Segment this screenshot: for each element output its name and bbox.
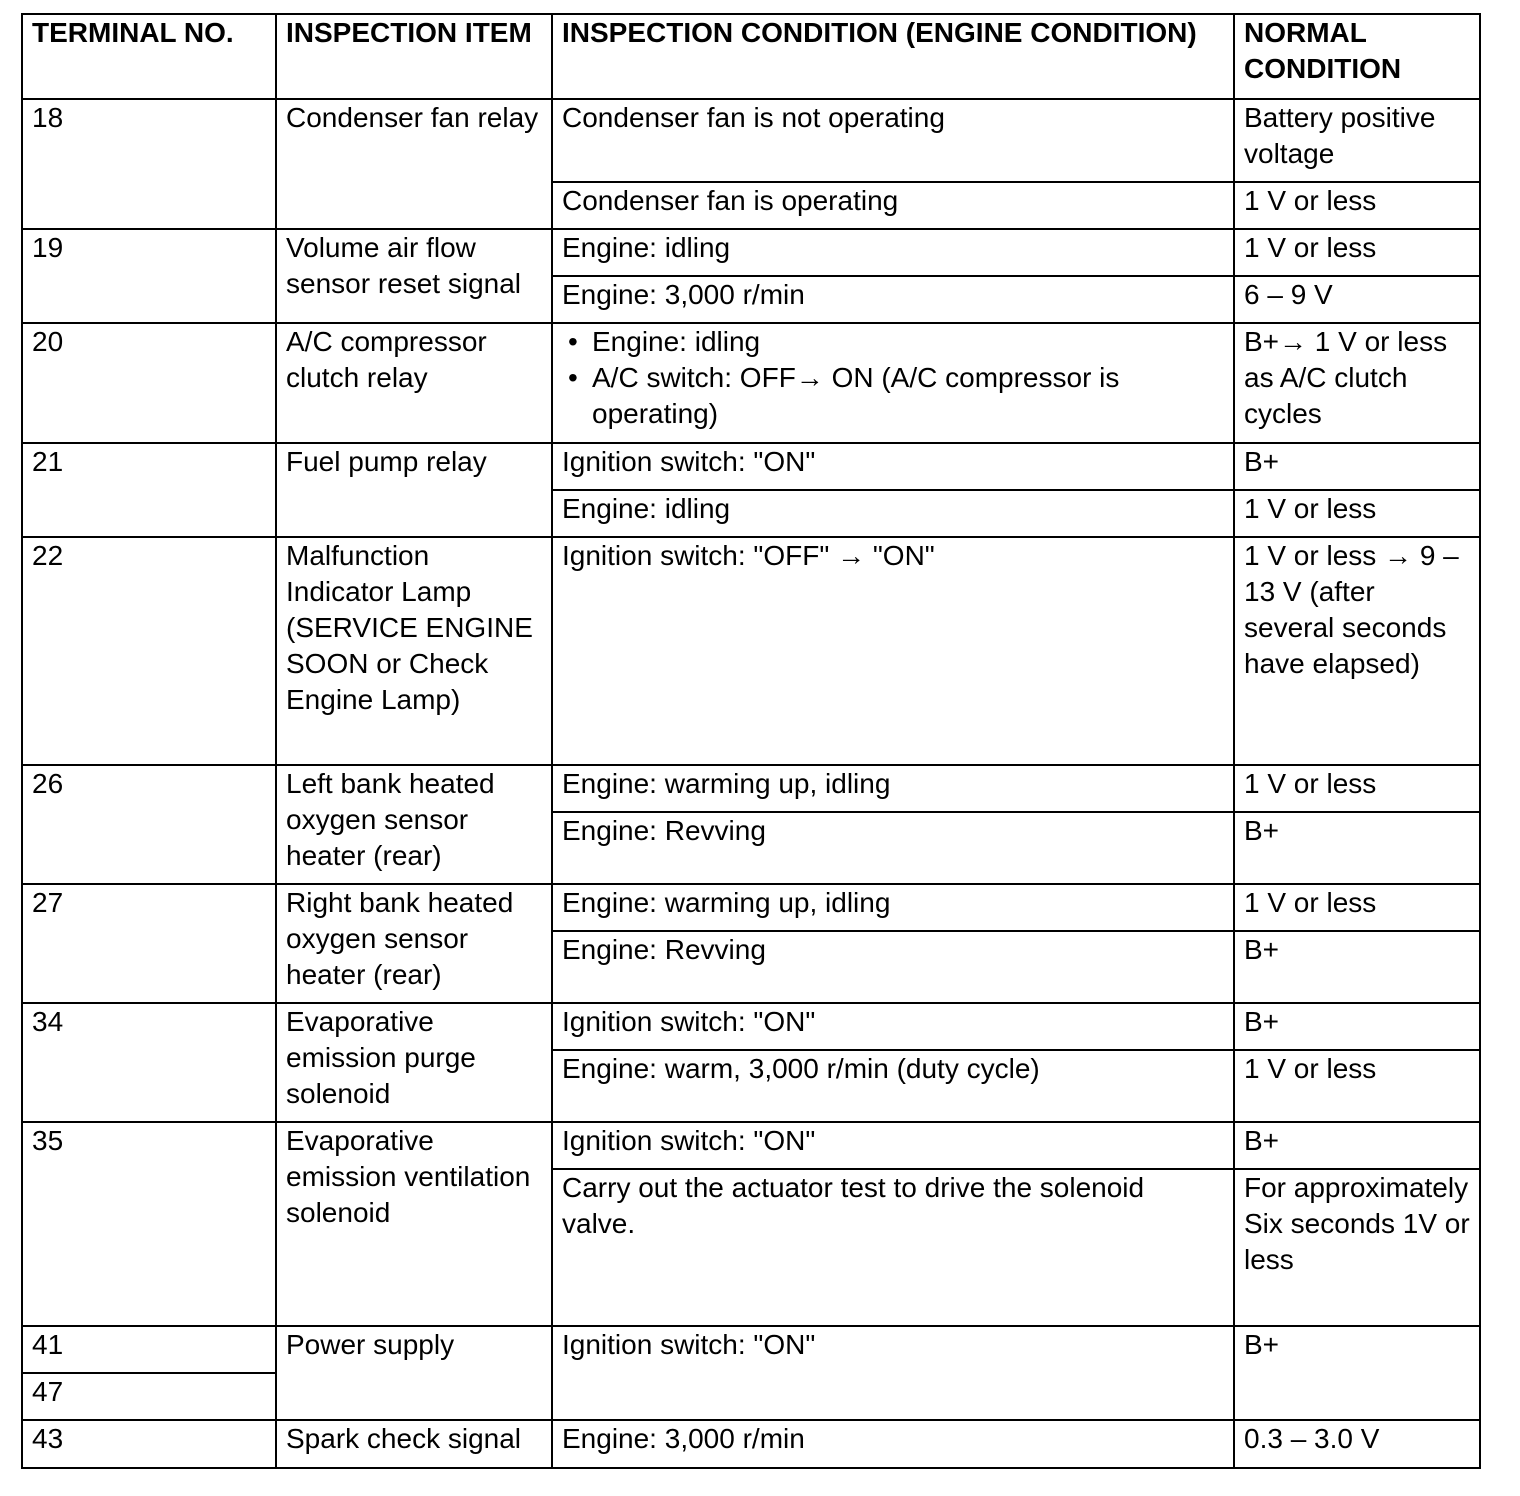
- normal-cell: B+: [1234, 1326, 1480, 1420]
- table-row: [22, 765, 1480, 812]
- normal-cell: 1 V or less → 9 – 13 V (after several seconds have elapsed): [1234, 537, 1480, 765]
- table-row: [22, 229, 1480, 276]
- condition-cell: Engine: warm, 3,000 r/min (duty cycle): [552, 1050, 1234, 1122]
- terminal-cell: 18: [22, 99, 276, 229]
- terminal-cell: 35: [22, 1122, 276, 1326]
- terminal-cell: 41: [22, 1326, 276, 1373]
- table-row: [22, 1326, 1480, 1373]
- normal-cell: 0.3 – 3.0 V: [1234, 1420, 1480, 1468]
- table-row: [22, 1122, 1480, 1169]
- terminal-cell: 20: [22, 323, 276, 443]
- condition-bullet: • Engine: idling: [592, 324, 1225, 360]
- header-terminal: TERMINAL NO.: [22, 14, 276, 99]
- normal-cell: Battery positive voltage: [1234, 99, 1480, 182]
- condition-cell: Ignition switch: "ON": [552, 1326, 1234, 1420]
- normal-cell: B+: [1234, 1122, 1480, 1169]
- terminal-cell: 22: [22, 537, 276, 765]
- normal-cell: 1 V or less: [1234, 229, 1480, 276]
- item-cell: Fuel pump relay: [276, 443, 552, 537]
- terminal-cell: 43: [22, 1420, 276, 1468]
- inspection-table: [21, 13, 1481, 1469]
- condition-cell: Engine: Revving: [552, 812, 1234, 884]
- normal-cell: For approximately Six seconds 1V or less: [1234, 1169, 1480, 1326]
- condition-cell: Ignition switch: "OFF" → "ON": [552, 537, 1234, 765]
- condition-bullet: • A/C switch: OFF→ ON (A/C compressor is operating): [592, 360, 1225, 432]
- terminal-cell: 47: [22, 1373, 276, 1420]
- terminal-cell: 27: [22, 884, 276, 1003]
- terminal-cell: 26: [22, 765, 276, 884]
- item-cell: Evaporative emission ventilation solenoid: [276, 1122, 552, 1326]
- condition-cell: Condenser fan is operating: [552, 182, 1234, 229]
- condition-cell: Engine: 3,000 r/min: [552, 1420, 1234, 1468]
- normal-cell: 1 V or less: [1234, 884, 1480, 931]
- condition-cell: [552, 323, 1234, 443]
- normal-cell: B+→ 1 V or less as A/C clutch cycles: [1234, 323, 1480, 443]
- item-cell: Evaporative emission purge solenoid: [276, 1003, 552, 1122]
- condition-cell: Engine: warming up, idling: [552, 884, 1234, 931]
- item-cell: Condenser fan relay: [276, 99, 552, 229]
- terminal-cell: 21: [22, 443, 276, 537]
- normal-cell: 1 V or less: [1234, 490, 1480, 537]
- table-row: [22, 537, 1480, 765]
- header-normal: NORMAL CONDITION: [1234, 14, 1480, 99]
- condition-cell: Carry out the actuator test to drive the solenoid valve.: [552, 1169, 1234, 1326]
- normal-cell: B+: [1234, 443, 1480, 490]
- table-row: [22, 1420, 1480, 1468]
- condition-cell: Ignition switch: "ON": [552, 1003, 1234, 1050]
- item-cell: Power supply: [276, 1326, 552, 1420]
- normal-cell: 1 V or less: [1234, 1050, 1480, 1122]
- condition-cell: Engine: idling: [552, 490, 1234, 537]
- table-row: [22, 323, 1480, 443]
- item-cell: Spark check signal: [276, 1420, 552, 1468]
- condition-cell: Engine: warming up, idling: [552, 765, 1234, 812]
- normal-cell: 1 V or less: [1234, 765, 1480, 812]
- terminal-cell: 34: [22, 1003, 276, 1122]
- item-cell: A/C compressor clutch relay: [276, 323, 552, 443]
- table-row: [22, 443, 1480, 490]
- table-row: [22, 99, 1480, 182]
- item-cell: Malfunction Indicator Lamp (SERVICE ENGINE SOON or Check Engine Lamp): [276, 537, 552, 765]
- item-cell: Left bank heated oxygen sensor heater (rear): [276, 765, 552, 884]
- normal-cell: 1 V or less: [1234, 182, 1480, 229]
- item-cell: Volume air flow sensor reset signal: [276, 229, 552, 323]
- normal-cell: B+: [1234, 812, 1480, 884]
- table-row: [22, 884, 1480, 931]
- condition-cell: Engine: 3,000 r/min: [552, 276, 1234, 323]
- normal-cell: B+: [1234, 931, 1480, 1003]
- condition-bullet-list: [562, 324, 1225, 432]
- condition-cell: Ignition switch: "ON": [552, 1122, 1234, 1169]
- item-cell: Right bank heated oxygen sensor heater (rear): [276, 884, 552, 1003]
- condition-cell: Engine: Revving: [552, 931, 1234, 1003]
- header-row: [22, 14, 1480, 99]
- terminal-cell: 19: [22, 229, 276, 323]
- condition-cell: Ignition switch: "ON": [552, 443, 1234, 490]
- normal-cell: B+: [1234, 1003, 1480, 1050]
- header-item: INSPECTION ITEM: [276, 14, 552, 99]
- header-condition: INSPECTION CONDITION (ENGINE CONDITION): [552, 14, 1234, 99]
- condition-cell: Engine: idling: [552, 229, 1234, 276]
- condition-cell: Condenser fan is not operating: [552, 99, 1234, 182]
- table-row: [22, 1003, 1480, 1050]
- normal-cell: 6 – 9 V: [1234, 276, 1480, 323]
